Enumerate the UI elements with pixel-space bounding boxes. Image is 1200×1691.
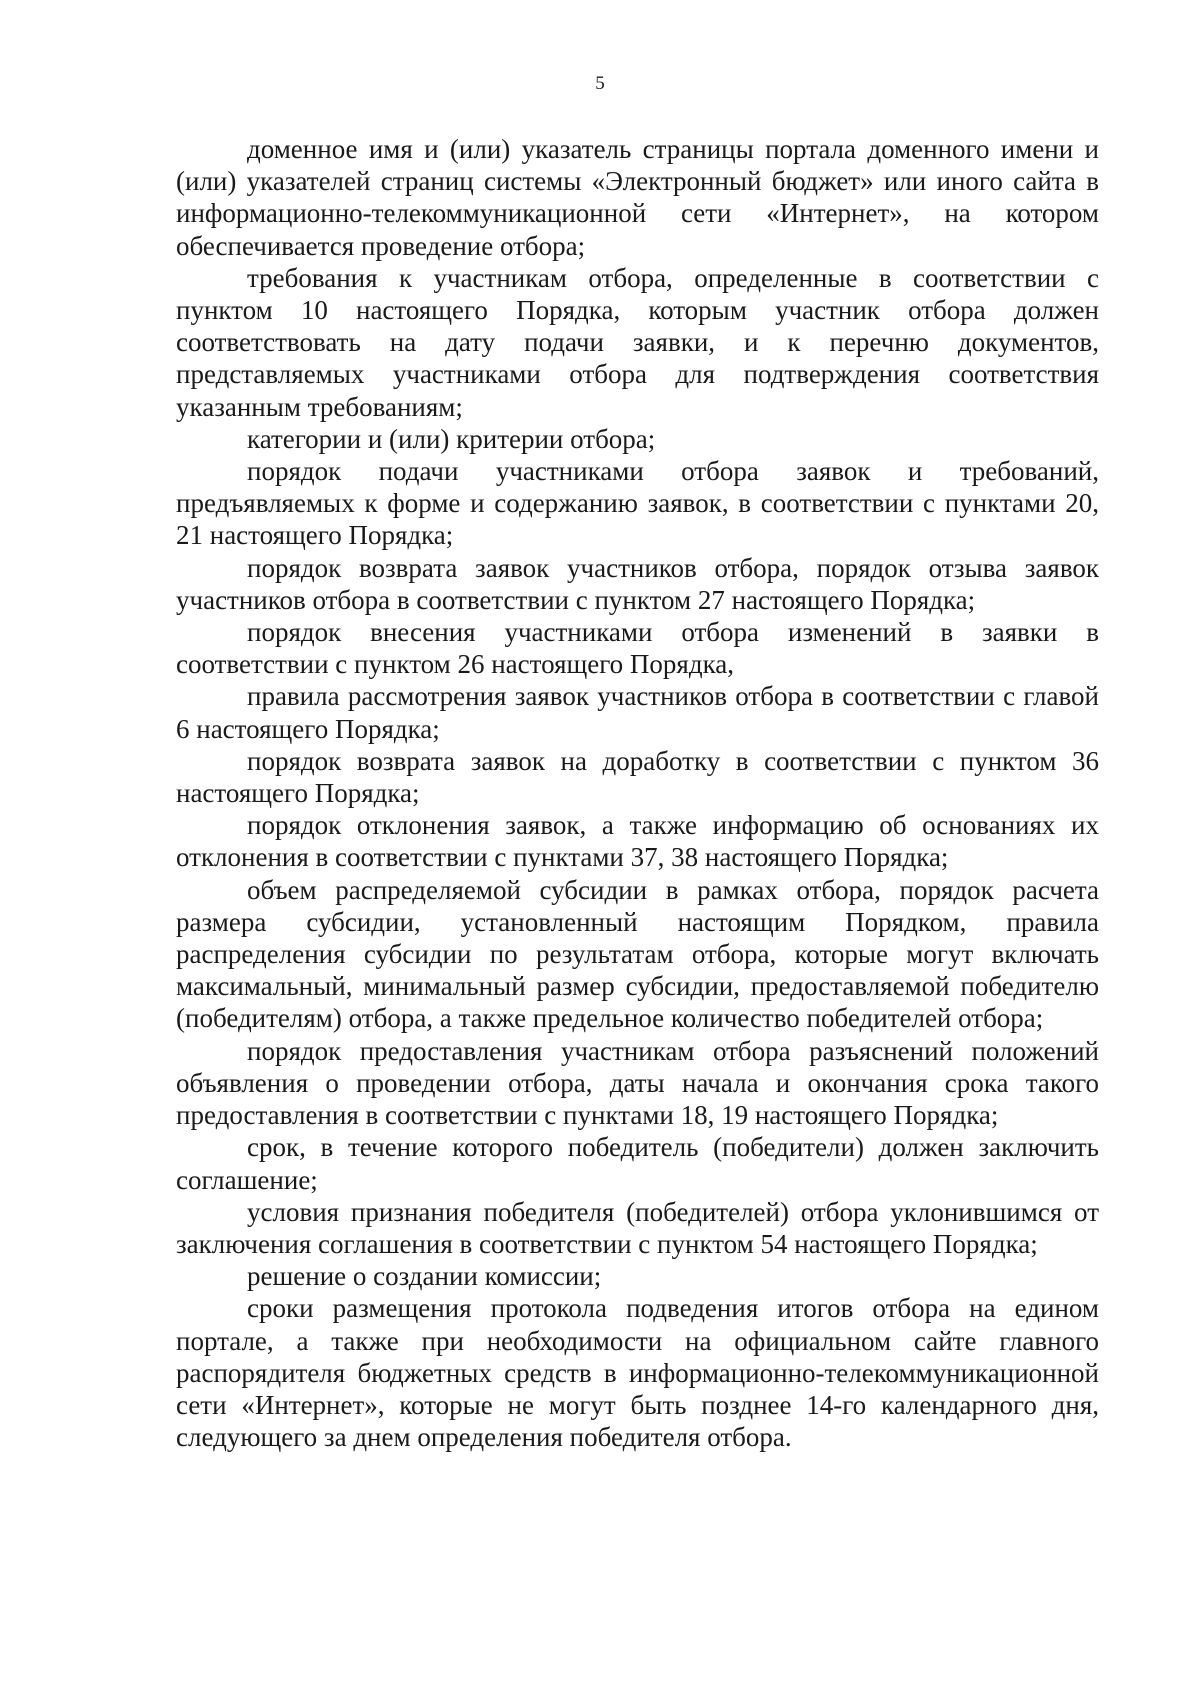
paragraph-evasion-conditions: условия признания победителя (победителей) отбора уклонившимся от заключения соглашения в соответствии с пунктом 54 настоящего Порядка; — [176, 1196, 1099, 1259]
paragraph-application-return: порядок возврата заявок участников отбора, порядок отзыва заявок участников отбора в соответствии с пунктом 27 настоящего Порядка; — [176, 552, 1099, 615]
paragraph-selection-criteria: категории и (или) критерии отбора; — [247, 423, 656, 454]
paragraph-clarifications: порядок предоставления участникам отбора разъяснений положений объявления о проведении отбора, даты начала и окончания срока такого предоставления в соответствии с пунктами 18, 19 настоящего Порядка; — [176, 1035, 1099, 1131]
paragraph-participant-requirements: требования к участникам отбора, определенные в соответствии с пунктом 10 настоящего Порядка, которым участник отбора должен соответствовать на дату подачи заявки, и к перечню документов, представляемых участниками отбора для подтверждения соответствия указанным требованиям; — [176, 262, 1099, 422]
paragraph-rejection: порядок отклонения заявок, а также информацию об основаниях их отклонения в соответствии с пунктами 37, 38 настоящего Порядка; — [176, 810, 1099, 873]
paragraph-subsidy-volume: объем распределяемой субсидии в рамках отбора, порядок расчета размера субсидии, установленный настоящим Порядком, правила распределения субсидии по результатам отбора, которые могут включать максимальный, минимальный размер субсидии, предоставляемой победителю (победителям) отбора, а также предельное количество победителей отбора; — [176, 874, 1099, 1034]
paragraph-review-rules: правила рассмотрения заявок участников отбора в соответствии с главой 6 настоящего Порядка; — [176, 681, 1099, 744]
page-number: 5 — [595, 73, 605, 94]
paragraph-application-submission: порядок подачи участниками отбора заявок и требований, предъявляемых к форме и содержанию заявок, в соответствии с пунктами 20, 21 настоящего Порядка; — [176, 456, 1099, 551]
document-body — [176, 133, 1099, 1453]
paragraph-application-changes: порядок внесения участниками отбора изменений в заявки в соответствии с пунктом 26 настоящего Порядка, — [176, 617, 1099, 680]
paragraph-domain-name: доменное имя и (или) указатель страницы портала доменного имени и (или) указателей страниц системы «Электронный бюджет» или иного сайта в информационно-телекоммуникационной сети «Интернет», на котором обеспечивается проведение отбора; — [176, 134, 1099, 261]
paragraph-protocol-deadlines: сроки размещения протокола подведения итогов отбора на едином портале, а также при необходимости на официальном сайте главного распорядителя бюджетных средств в информационно-телекоммуникационной сети «Интернет», которые не могут быть позднее 14-го календарного дня, следующего за днем определения победителя отбора. — [176, 1293, 1099, 1453]
paragraph-commission: решение о создании комиссии; — [247, 1261, 602, 1292]
paragraph-agreement-deadline: срок, в течение которого победитель (победители) должен заключить соглашение; — [176, 1132, 1099, 1195]
paragraph-return-for-revision: порядок возврата заявок на доработку в соответствии с пунктом 36 настоящего Порядка; — [176, 745, 1099, 809]
